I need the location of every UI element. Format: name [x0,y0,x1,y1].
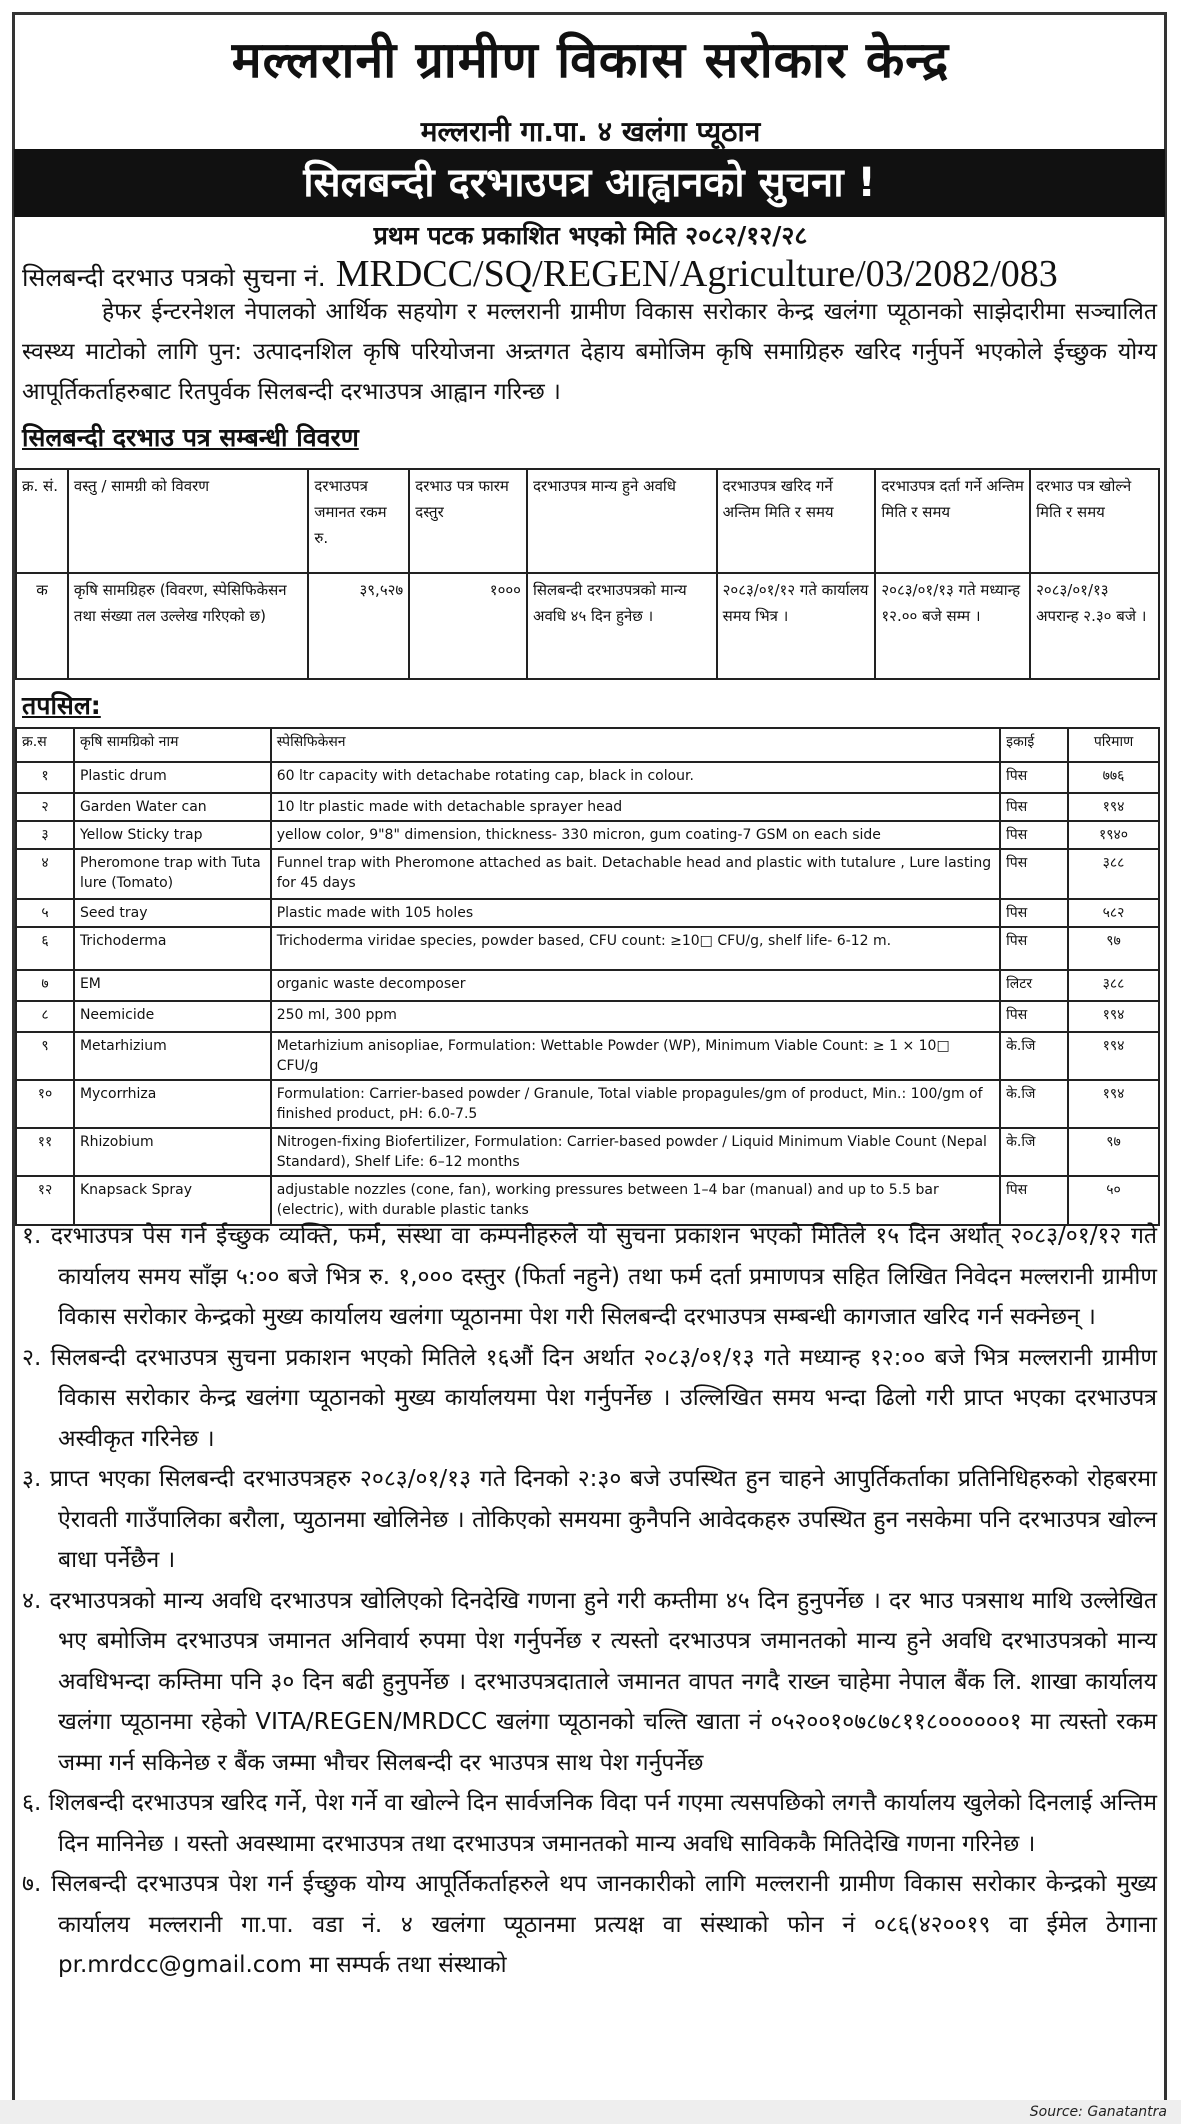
conditions-list [22,1216,1157,1986]
specification-cell: yellow color, 9"8" dimension, thickness- 330 micron, gum coating-7 GSM on each side [271,821,1000,849]
item-name-cell: Garden Water can [74,793,271,821]
serial-cell: ६ [16,927,74,970]
table-header-row [16,728,1159,762]
specification-cell: Funnel trap with Pheromone attached as bait. Detachable head and plastic with tutalure , Lure lasting for 45 days [271,849,1000,899]
table-header-row [16,469,1159,573]
condition-item: ६. शिलबन्दी दरभाउपत्र खरिद गर्ने, पेश गर्ने वा खोल्ने दिन सार्वजनिक विदा पर्न गएमा त्यसपछिको लगत्तै कार्यालय खुलेको दिनलाई अन्तिम दिन मानिनेछ । यस्तो अवस्थामा दरभाउपत्र तथा दरभाउपत्र जमानतको मान्य अवधि साविककै मितिदेखि गणना गरिनेछ । [22,1790,1157,1857]
table-row [16,793,1159,821]
item-name-cell: Trichoderma [74,927,271,970]
item-name-cell: Knapsack Spray [74,1176,271,1225]
header-cell: इकाई [1000,728,1068,762]
quantity-cell: ९७ [1068,927,1159,970]
header-cell: दरभाउ पत्र फारम दस्तुर [409,469,527,573]
header-cell: स्पेसिफिकेसन [271,728,1000,762]
table-row [16,1032,1159,1080]
specification-cell: 10 ltr plastic made with detachable sprayer head [271,793,1000,821]
details-heading: सिलबन्दी दरभाउ पत्र सम्बन्धी विवरण [22,423,359,452]
cell: २०८३/०१/१३ अपरान्ह २.३० बजे । [1030,573,1159,679]
intro-paragraph: हेफर ईन्टरनेशल नेपालको आर्थिक सहयोग र मल्लरानी ग्रामीण विकास सरोकार केन्द्र खलंगा प्यूठानको साझेदारीमा सञ्चालित स्वस्थ्य माटोको लागि पुन: उत्पादनशिल कृषि परियोजना अन्र्तगत देहाय बमोजिम कृषि समाग्रिहरु खरिद गर्नुपर्ने भएकोले ईच्छुक योग्य आपूर्तिकर्ताहरुबाट रितपुर्वक सिलबन्दी दरभाउपत्र आह्वान गरिन्छ । [22,299,1157,405]
item-name-cell: Plastic drum [74,762,271,793]
notice-code: MRDCC/SQ/REGEN/Agriculture/03/2082/083 [335,253,1058,295]
specification-cell: 250 ml, 300 ppm [271,1001,1000,1032]
item-name-cell: Yellow Sticky trap [74,821,271,849]
specification-cell: adjustable nozzles (cone, fan), working pressures between 1–4 bar (manual) and up to 5.5 bar (electric), with durable plastic tanks [271,1176,1000,1225]
serial-cell: १२ [16,1176,74,1225]
header-cell: परिमाण [1068,728,1159,762]
specification-cell: Nitrogen-fixing Biofertilizer, Formulation: Carrier-based powder / Liquid Minimum Viable Count (Nepal Standard), Shelf Life: 6–12 months [271,1128,1000,1176]
unit-cell: के.जि [1000,1032,1068,1080]
table-row [16,1001,1159,1032]
unit-cell: पिस [1000,1001,1068,1032]
quantity-cell: १९४ [1068,1032,1159,1080]
serial-cell: ५ [16,899,74,927]
cell: क [16,573,68,679]
table-row [16,1080,1159,1128]
table-row [16,821,1159,849]
header-cell: क्र.स [16,728,74,762]
unit-cell: पिस [1000,927,1068,970]
serial-cell: ८ [16,1001,74,1032]
header-cell: क्र. सं. [16,469,68,573]
quantity-cell: १९४० [1068,821,1159,849]
specification-cell: Metarhizium anisopliae, Formulation: Wettable Powder (WP), Minimum Viable Count: ≥ 1 × 10□ CFU/g [271,1032,1000,1080]
unit-cell: पिस [1000,762,1068,793]
quantity-cell: ९७ [1068,1128,1159,1176]
notice-banner: सिलबन्दी दरभाउपत्र आह्वानको सुचना ! [14,149,1165,217]
specification-cell: organic waste decomposer [271,970,1000,1001]
table-row [16,762,1159,793]
condition-item: २. सिलबन्दी दरभाउपत्र सुचना प्रकाशन भएको मितिले १६औं दिन अर्थात २०८३/०१/१३ गते मध्यान्ह १२:०० बजे भित्र मल्लरानी ग्रामीण विकास सरोकार केन्द्र खलंगा प्यूठानको मुख्य कार्यालयमा पेश गर्नुपर्नेछ । उल्लिखित समय भन्दा ढिलो गरी प्राप्त भएका दरभाउपत्र अस्वीकृत गरिनेछ । [22,1344,1157,1452]
quantity-cell: ३८८ [1068,849,1159,899]
item-name-cell: Seed tray [74,899,271,927]
specification-cell: Trichoderma viridae species, powder based, CFU count: ≥10□ CFU/g, shelf life- 6-12 m. [271,927,1000,970]
serial-cell: ४ [16,849,74,899]
quantity-cell: ७७६ [1068,762,1159,793]
item-name-cell: EM [74,970,271,1001]
cell: कृषि सामग्रिहरु (विवरण, स्पेसिफिकेसन तथा संख्या तल उल्लेख गरिएको छ) [68,573,308,679]
condition-item: ४. दरभाउपत्रको मान्य अवधि दरभाउपत्र खोलिएको दिनदेखि गणना हुने गरी कम्तीमा ४५ दिन हुनुपर्नेछ । दर भाउ पत्रसाथ माथि उल्लेखित भए बमोजिम दरभाउपत्र जमानत अनिवार्य रुपमा पेश गर्नुपर्नेछ र त्यस्तो दरभाउपत्र जमानतको मान्य हुने अवधि दरभाउपत्रको मान्य अवधिभन्दा कम्तिमा पनि ३० दिन बढी हुनुपर्नेछ । दरभाउपत्रदाताले जमानत वापत नगदै राख्न चाहेमा नेपाल बैंक लि. शाखा कार्यालय खलंगा प्यूठानमा रहेको VITA/REGEN/MRDCC खलंगा प्यूठानको चल्ति खाता नं ०५२००१०७८७८११८००००००१ मा त्यस्तो रकम जम्मा गर्न सकिनेछ र बैंक जम्मा भौचर सिलबन्दी दर भाउपत्र साथ पेश गर्नुपर्नेछ [22,1587,1157,1776]
serial-cell: ३ [16,821,74,849]
serial-cell: १ [16,762,74,793]
unit-cell: पिस [1000,793,1068,821]
quantity-cell: ३८८ [1068,970,1159,1001]
cell: ३९,५२७ [308,573,409,679]
condition-item: १. दरभाउपत्र पेस गर्न ईच्छुक व्यक्ति, फर्म, संस्था वा कम्पनीहरुले यो सुचना प्रकाशन भएको मितिले १५ दिन अर्थात् २०८३/०१/१२ गते कार्यालय समय साँझ ५:०० बजे भित्र रु. १,००० दस्तुर (फिर्ता नहुने) तथा फर्म दर्ता प्रमाणपत्र सहित लिखित निवेदन मल्लरानी ग्रामीण विकास सरोकार केन्द्रको मुख्य कार्यालय खलंगा प्यूठानमा पेश गरी सिलबन्दी दरभाउपत्र सम्बन्धी कागजात खरिद गर्न सक्नेछन् । [22,1223,1157,1330]
header-cell: वस्तु / सामग्री को विवरण [68,469,308,573]
header-cell: दरभाउपत्र जमानत रकम रु. [308,469,409,573]
quantity-cell: १९४ [1068,793,1159,821]
notice-number [22,252,1058,296]
specification-cell: Plastic made with 105 holes [271,899,1000,927]
header-cell: दरभाउपत्र मान्य हुने अवधि [527,469,717,573]
table-row [16,970,1159,1001]
serial-cell: ९ [16,1032,74,1080]
quantity-cell: १९४ [1068,1080,1159,1128]
unit-cell: लिटर [1000,970,1068,1001]
unit-cell: के.जि [1000,1080,1068,1128]
quantity-cell: ५८२ [1068,899,1159,927]
cell: २०८३/०१/१२ गते कार्यालय समय भित्र । [717,573,876,679]
publication-date: प्रथम पटक प्रकाशित भएको मिति २०८२/१२/२८ [373,221,808,250]
condition-item: ३. प्राप्त भएका सिलबन्दी दरभाउपत्रहरु २०८३/०१/१३ गते दिनको २:३० बजे उपस्थित हुन चाहने आपुर्तिकर्ताका प्रतिनिधिहरुको रोहबरमा ऐरावती गाउँपालिका बरौला, प्युठानमा खोलिनेछ । तोकिएको समयमा कुनैपनि आवेदकहरु उपस्थित हुन नसकेमा पनि दरभाउपत्र खोल्न बाधा पर्नेछैन । [22,1466,1157,1573]
header-cell: कृषि सामग्रिको नाम [74,728,271,762]
bid-details-table [15,468,1160,680]
items-table [15,727,1160,1226]
table-row [16,927,1159,970]
unit-cell: पिस [1000,849,1068,899]
unit-cell: पिस [1000,899,1068,927]
organization-address: मल्लरानी गा.पा. ४ खलंगा प्यूठान [420,115,761,148]
specification-cell: 60 ltr capacity with detachabe rotating cap, black in colour. [271,762,1000,793]
unit-cell: पिस [1000,821,1068,849]
quantity-cell: १९४ [1068,1001,1159,1032]
table-row [16,573,1159,679]
table-row [16,899,1159,927]
header-cell: दरभाउ पत्र खोल्ने मिति र समय [1030,469,1159,573]
table-row [16,1128,1159,1176]
tapasil-heading: तपसिल: [22,691,101,720]
organization-title: मल्लरानी ग्रामीण विकास सरोकार केन्द्र [231,31,950,89]
serial-cell: २ [16,793,74,821]
quantity-cell: ५० [1068,1176,1159,1225]
header-cell: दरभाउपत्र खरिद गर्ने अन्तिम मिति र समय [717,469,876,573]
serial-cell: ७ [16,970,74,1001]
unit-cell: के.जि [1000,1128,1068,1176]
cell: १००० [409,573,527,679]
source-credit: Source: Ganatantra [0,2100,1181,2124]
condition-item: ७. सिलबन्दी दरभाउपत्र पेश गर्न ईच्छुक योग्य आपूर्तिकर्ताहरुले थप जानकारीको लागि मल्लरानी ग्रामीण विकास सरोकार केन्द्रको मुख्य कार्यालय मल्लरानी गा.पा. वडा नं. ४ खलंगा प्यूठानमा प्रत्यक्ष वा संस्थाको फोन नं ०८६(४२००१९ वा ईमेल ठेगाना pr.mrdcc@gmail.com मा सम्पर्क तथा संस्थाको [22,1871,1157,1978]
item-name-cell: Pheromone trap with Tuta lure (Tomato) [74,849,271,899]
serial-cell: १० [16,1080,74,1128]
header-cell: दरभाउपत्र दर्ता गर्ने अन्तिम मिति र समय [875,469,1030,573]
item-name-cell: Mycorrhiza [74,1080,271,1128]
item-name-cell: Metarhizium [74,1032,271,1080]
unit-cell: पिस [1000,1176,1068,1225]
serial-cell: ११ [16,1128,74,1176]
item-name-cell: Neemicide [74,1001,271,1032]
cell: २०८३/०१/१३ गते मध्यान्ह १२.०० बजे सम्म । [875,573,1030,679]
specification-cell: Formulation: Carrier-based powder / Granule, Total viable propagules/gm of product, Min.: 100/gm of finished product, pH: 6.0-7.5 [271,1080,1000,1128]
table-row [16,849,1159,899]
notice-number-label: सिलबन्दी दरभाउ पत्रको सुचना नं. [22,263,326,292]
item-name-cell: Rhizobium [74,1128,271,1176]
cell: सिलबन्दी दरभाउपत्रको मान्य अवधि ४५ दिन हुनेछ । [527,573,717,679]
